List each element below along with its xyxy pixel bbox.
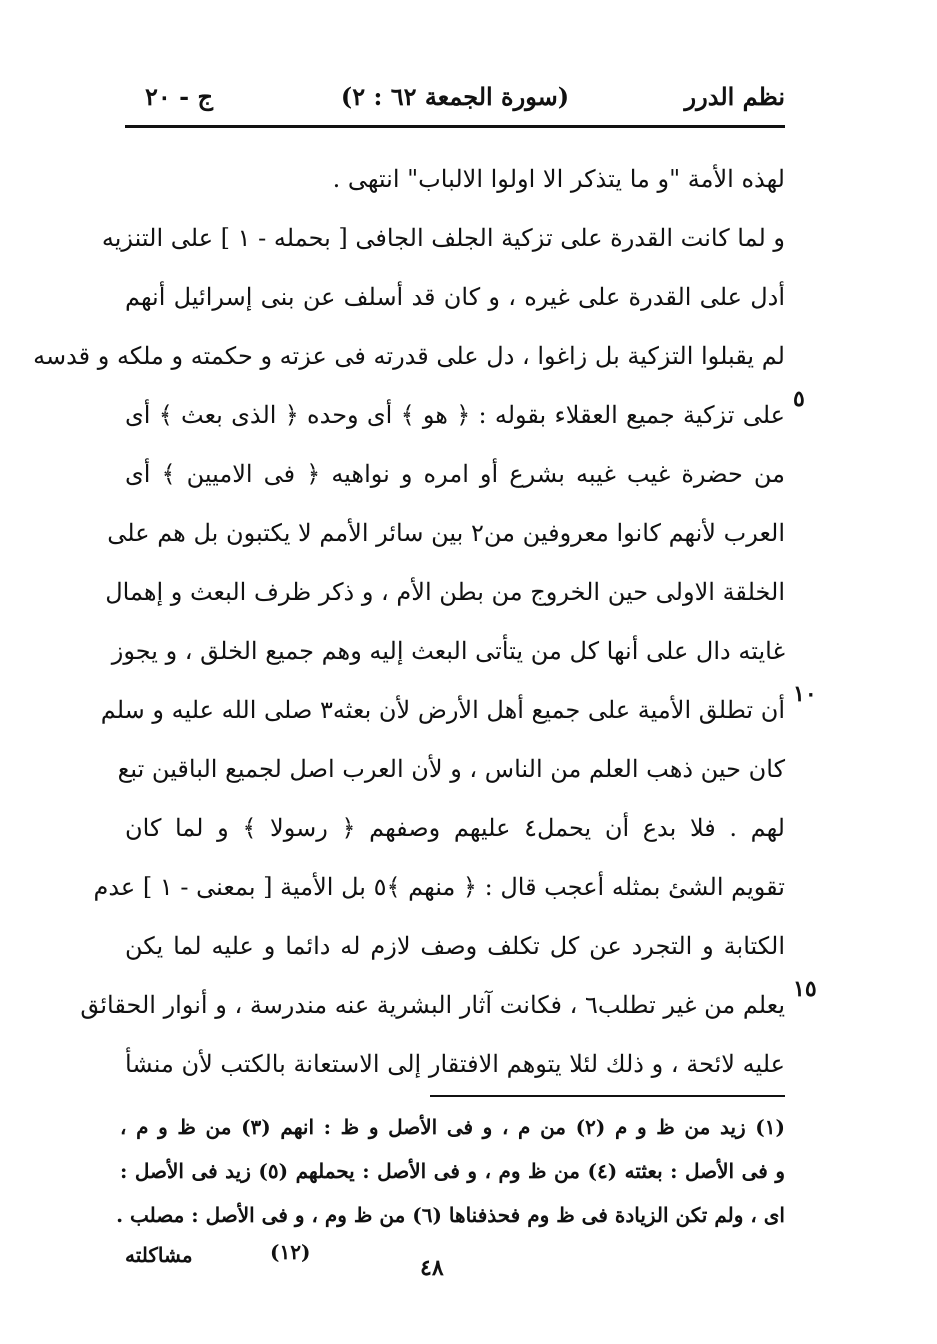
text-line: الكتابة و التجرد عن كل تكلف وصف لازم له دائما و عليه لما يكن	[125, 932, 785, 960]
line-number-5: ٥	[793, 386, 805, 412]
footnote-rule	[430, 1095, 785, 1097]
text-line: من حضرة غيب غيبه بشرع أو امره و نواهيه ﴿ فى الاميين ﴾ أى	[125, 460, 785, 488]
text-line: يعلم من غير تطلب٦ ، فكانت آثار البشرية عنه مندرسة ، و أنوار الحقائق	[80, 991, 785, 1019]
line-number-10: ١٠	[793, 681, 817, 707]
header-rule	[125, 125, 785, 128]
text-line: كان حين ذهب العلم من الناس ، و لأن العرب اصل لجميع الباقين تبع	[117, 755, 785, 783]
volume-number: ج - ٢٠	[145, 82, 213, 111]
footnote-line: اى ، ولم تكن الزيادة فى ظ وم فحذفناها (٦) من ظ وم ، و فى الأصل : مصلب .	[116, 1203, 785, 1227]
text-line: العرب لأنهم كانوا معروفين من٢ بين سائر الأمم لا يكتبون بل هم على	[107, 519, 785, 547]
footnotes	[116, 1105, 785, 1237]
footnote-line: (١) زيد من ظ و م (٢) من م ، و فى الأصل و ظ : انهم (٣) من ظ و م ،	[120, 1115, 785, 1139]
text-line: الخلقة الاولى حين الخروج من بطن الأم ، و ذكر ظرف البعث و إهمال	[105, 578, 785, 606]
text-line: تقويم الشئ بمثله أعجب قال : ﴿ منهم ﴾٥ بل الأمية [ بمعنى - ١ ] عدم	[93, 873, 785, 901]
page-number: ٤٨	[420, 1255, 444, 1281]
catchword: مشاكلته	[125, 1243, 193, 1267]
main-text	[33, 150, 785, 1094]
text-line: أن تطلق الأمية على جميع أهل الأرض لأن بعثه٣ صلى الله عليه و سلم	[100, 696, 785, 724]
text-line: و لما كانت القدرة على تزكية الجلف الجافى [ بحمله - ١ ] على التنزيه	[101, 224, 785, 252]
text-line: لم يقبلوا التزكية بل زاغوا ، دل على قدرته فى عزته و حكمته و ملكه و قدسه	[33, 342, 785, 370]
text-line: على تزكية جميع العقلاء بقوله : ﴿ هو ﴾ أى وحده ﴿ الذى بعث ﴾ أى	[125, 401, 785, 429]
text-line: غايته دال على أنها كل من يتأتى البعث إليه وهم جميع الخلق ، و يجوز	[111, 637, 785, 665]
surah-reference: (سورة الجمعة ٦٢ : ٢)	[340, 82, 570, 111]
text-line: لهذه الأمة "و ما يتذكر الا اولوا الالباب" انتهى .	[332, 165, 785, 193]
text-line: عليه لائحة ، و ذلك لئلا يتوهم الافتقار إلى الاستعانة بالكتب لأن منشأ	[125, 1050, 785, 1078]
footnote-line: و فى الأصل : بعثته (٤) من ظ وم ، و فى الأصل : يحملهم (٥) زيد فى الأصل :	[120, 1159, 785, 1183]
signature-marker: (١٢)	[270, 1240, 311, 1264]
running-header	[125, 82, 785, 122]
text-line: لهم . فلا بدع أن يحمل٤ عليهم وصفهم ﴿ رسولا ﴾ و لما كان	[125, 814, 785, 842]
line-number-15: ١٥	[793, 976, 817, 1002]
text-line: أدل على القدرة على غيره ، و كان قد أسلف عن بنى إسرائيل أنهم	[125, 283, 785, 311]
book-title: نظم الدرر	[684, 82, 785, 111]
